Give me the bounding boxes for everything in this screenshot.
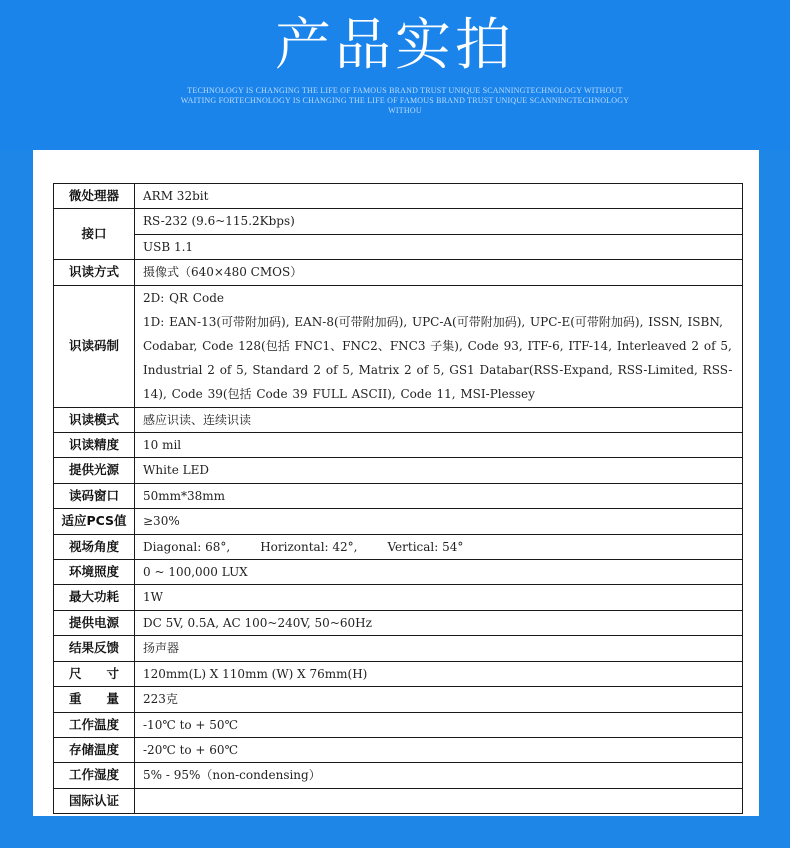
row-label: 提供光源 — [54, 458, 135, 483]
row-value: 0 ~ 100,000 LUX — [135, 560, 743, 585]
row-label: 提供电源 — [54, 610, 135, 635]
row-label: 国际认证 — [54, 788, 135, 813]
row-label: 存储温度 — [54, 737, 135, 762]
table-row — [54, 737, 743, 762]
row-value: White LED — [135, 458, 743, 483]
row-value: ≥30% — [135, 509, 743, 534]
row-label: 环境照度 — [54, 560, 135, 585]
table-row — [54, 610, 743, 635]
spec-table — [53, 183, 743, 814]
row-label: 尺 寸 — [54, 661, 135, 686]
row-value: USB 1.1 — [135, 234, 743, 259]
table-row — [54, 433, 743, 458]
row-value: -20℃ to + 60℃ — [135, 737, 743, 762]
row-label: 识读模式 — [54, 407, 135, 432]
row-value: -10℃ to + 50℃ — [135, 712, 743, 737]
table-row — [54, 483, 743, 508]
row-label: 读码窗口 — [54, 483, 135, 508]
row-value: 10 mil — [135, 433, 743, 458]
row-label: 识读码制 — [54, 285, 135, 407]
row-label: 识读方式 — [54, 260, 135, 285]
table-row — [54, 763, 743, 788]
row-value: 感应识读、连续识读 — [135, 407, 743, 432]
fov-horizontal: Horizontal: 42°, — [260, 539, 358, 554]
row-label: 工作温度 — [54, 712, 135, 737]
table-row — [54, 260, 743, 285]
row-value — [135, 788, 743, 813]
row-label: 微处理器 — [54, 184, 135, 209]
row-value: DC 5V, 0.5A, AC 100~240V, 50~60Hz — [135, 610, 743, 635]
tagline: TECHNOLOGY IS CHANGING THE LIFE OF FAMOUS BRAND TRUST UNIQUE SCANNINGTECHNOLOGY WITHOUT WAITING FORTECHNOLOGY IS CHANGING THE LIFE OF FAMOUS BRAND TRUST UNIQUE SCANNINGTECHNOLOGY WITHOU — [180, 86, 630, 115]
row-value — [135, 534, 743, 559]
header-banner — [0, 0, 790, 150]
table-row — [54, 234, 743, 259]
table-row — [54, 788, 743, 813]
table-row — [54, 661, 743, 686]
row-label: 结果反馈 — [54, 636, 135, 661]
table-row — [54, 636, 743, 661]
row-value: 5% - 95%（non-condensing） — [135, 763, 743, 788]
row-label: 视场角度 — [54, 534, 135, 559]
table-row — [54, 209, 743, 234]
table-row — [54, 285, 743, 407]
row-value: 120mm(L) X 110mm (W) X 76mm(H) — [135, 661, 743, 686]
fov-diagonal: Diagonal: 68°, — [143, 539, 231, 554]
row-value: 摄像式（640×480 CMOS） — [135, 260, 743, 285]
row-value: 50mm*38mm — [135, 483, 743, 508]
table-row — [54, 585, 743, 610]
fov-vertical: Vertical: 54° — [387, 539, 464, 554]
row-label: 重 量 — [54, 687, 135, 712]
spec-card — [33, 150, 759, 816]
row-label: 适应PCS值 — [54, 509, 135, 534]
row-value: 223克 — [135, 687, 743, 712]
row-label: 识读精度 — [54, 433, 135, 458]
row-value: 扬声器 — [135, 636, 743, 661]
row-value: 2D: QR Code 1D: EAN-13(可带附加码), EAN-8(可带附加码), UPC-A(可带附加码), UPC-E(可带附加码), ISSN, ISBN, Codabar, Code 128(包括 FNC1、FNC2、FNC3 子集), Code 93, ITF-6, ITF-14, Interleaved 2 of 5, Industrial 2 of 5, Standard 2 of 5, Matrix 2 of 5, GS1 Databar(RSS-Expand, RSS-Limited, RSS-14), Code 39(包括 Code 39 FULL ASCII), Code 11, MSI-Plessey — [135, 285, 743, 407]
table-row — [54, 509, 743, 534]
table-row — [54, 407, 743, 432]
table-row — [54, 712, 743, 737]
row-label: 工作湿度 — [54, 763, 135, 788]
table-row — [54, 458, 743, 483]
row-label: 最大功耗 — [54, 585, 135, 610]
table-row — [54, 560, 743, 585]
page-title: 产品实拍 — [275, 13, 515, 78]
row-value: 1W — [135, 585, 743, 610]
row-value: RS-232 (9.6~115.2Kbps) — [135, 209, 743, 234]
table-row — [54, 687, 743, 712]
row-value: ARM 32bit — [135, 184, 743, 209]
table-row — [54, 534, 743, 559]
table-row — [54, 184, 743, 209]
row-label: 接口 — [54, 209, 135, 260]
